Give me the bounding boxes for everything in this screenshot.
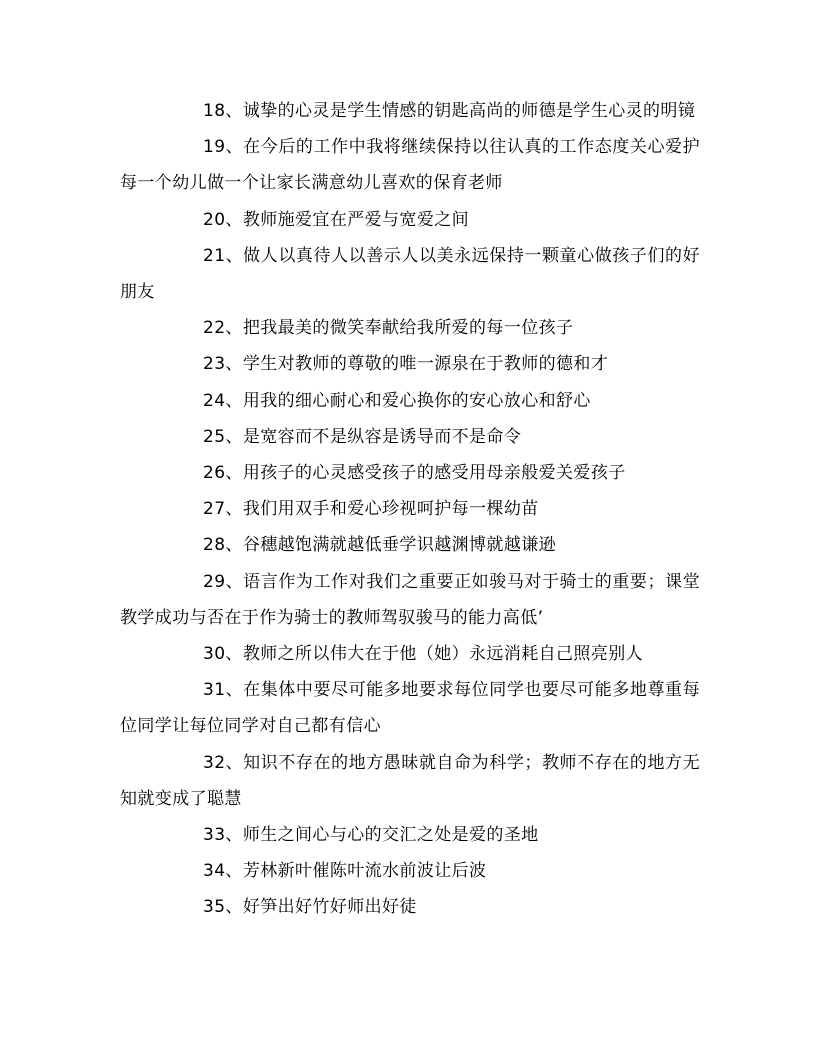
quote-entry-22: 22、把我最美的微笑奉献给我所爱的每一位孩子 [203,318,574,339]
quote-entry-27: 27、我们用双手和爱心珍视呵护每一棵幼苗 [203,499,539,520]
quote-entry-25: 25、是宽容而不是纵容是诱导而不是命令 [203,426,522,447]
quote-entry-24: 24、用我的细心耐心和爱心换你的安心放心和舒心 [203,390,591,411]
quote-entry-28: 28、谷穗越饱满就越低垂学识越渊博就越谦逊 [203,535,557,556]
quote-entry-23: 23、学生对教师的尊敬的唯一源泉在于教师的德和才 [203,354,609,375]
quote-entry-34: 34、芳林新叶催陈叶流水前波让后波 [203,861,487,882]
quote-entry-26: 26、用孩子的心灵感受孩子的感受用母亲般爱关爱孩子 [203,463,626,484]
quote-entry-20: 20、教师施爱宜在严爱与宽爱之间 [203,209,470,230]
quote-entry-30: 30、教师之所以伟大在于他（她）永远消耗自己照亮别人 [203,644,644,665]
quote-entry-29: 29、语言作为工作对我们之重要正如骏马对于骑士的重要；课堂教学成功与否在于作为骑士的教师驾驭骏马的能力高低’ [120,571,700,628]
quote-entry-19: 19、在今后的工作中我将继续保持以往认真的工作态度关心爱护每一个幼儿做一个让家长满意幼儿喜欢的保育老师 [120,137,700,194]
quote-entry-35: 35、好笋出好竹好师出好徒 [203,897,417,918]
quote-entry-31: 31、在集体中要尽可能多地要求每位同学也要尽可能多地尊重每位同学让每位同学对自己都有信心 [120,680,700,737]
quote-entry-18: 18、诚挚的心灵是学生情感的钥匙高尚的师德是学生心灵的明镜 [203,101,696,121]
quote-entry-21: 21、做人以真待人以善示人以美永远保持一颗童心做孩子们的好朋友 [120,245,700,303]
quote-entry-32: 32、知识不存在的地方愚昧就自命为科学；教师不存在的地方无知就变成了聪慧 [120,752,700,809]
quote-entry-33: 33、师生之间心与心的交汇之处是爱的圣地 [203,825,539,846]
quote-list [120,93,700,926]
